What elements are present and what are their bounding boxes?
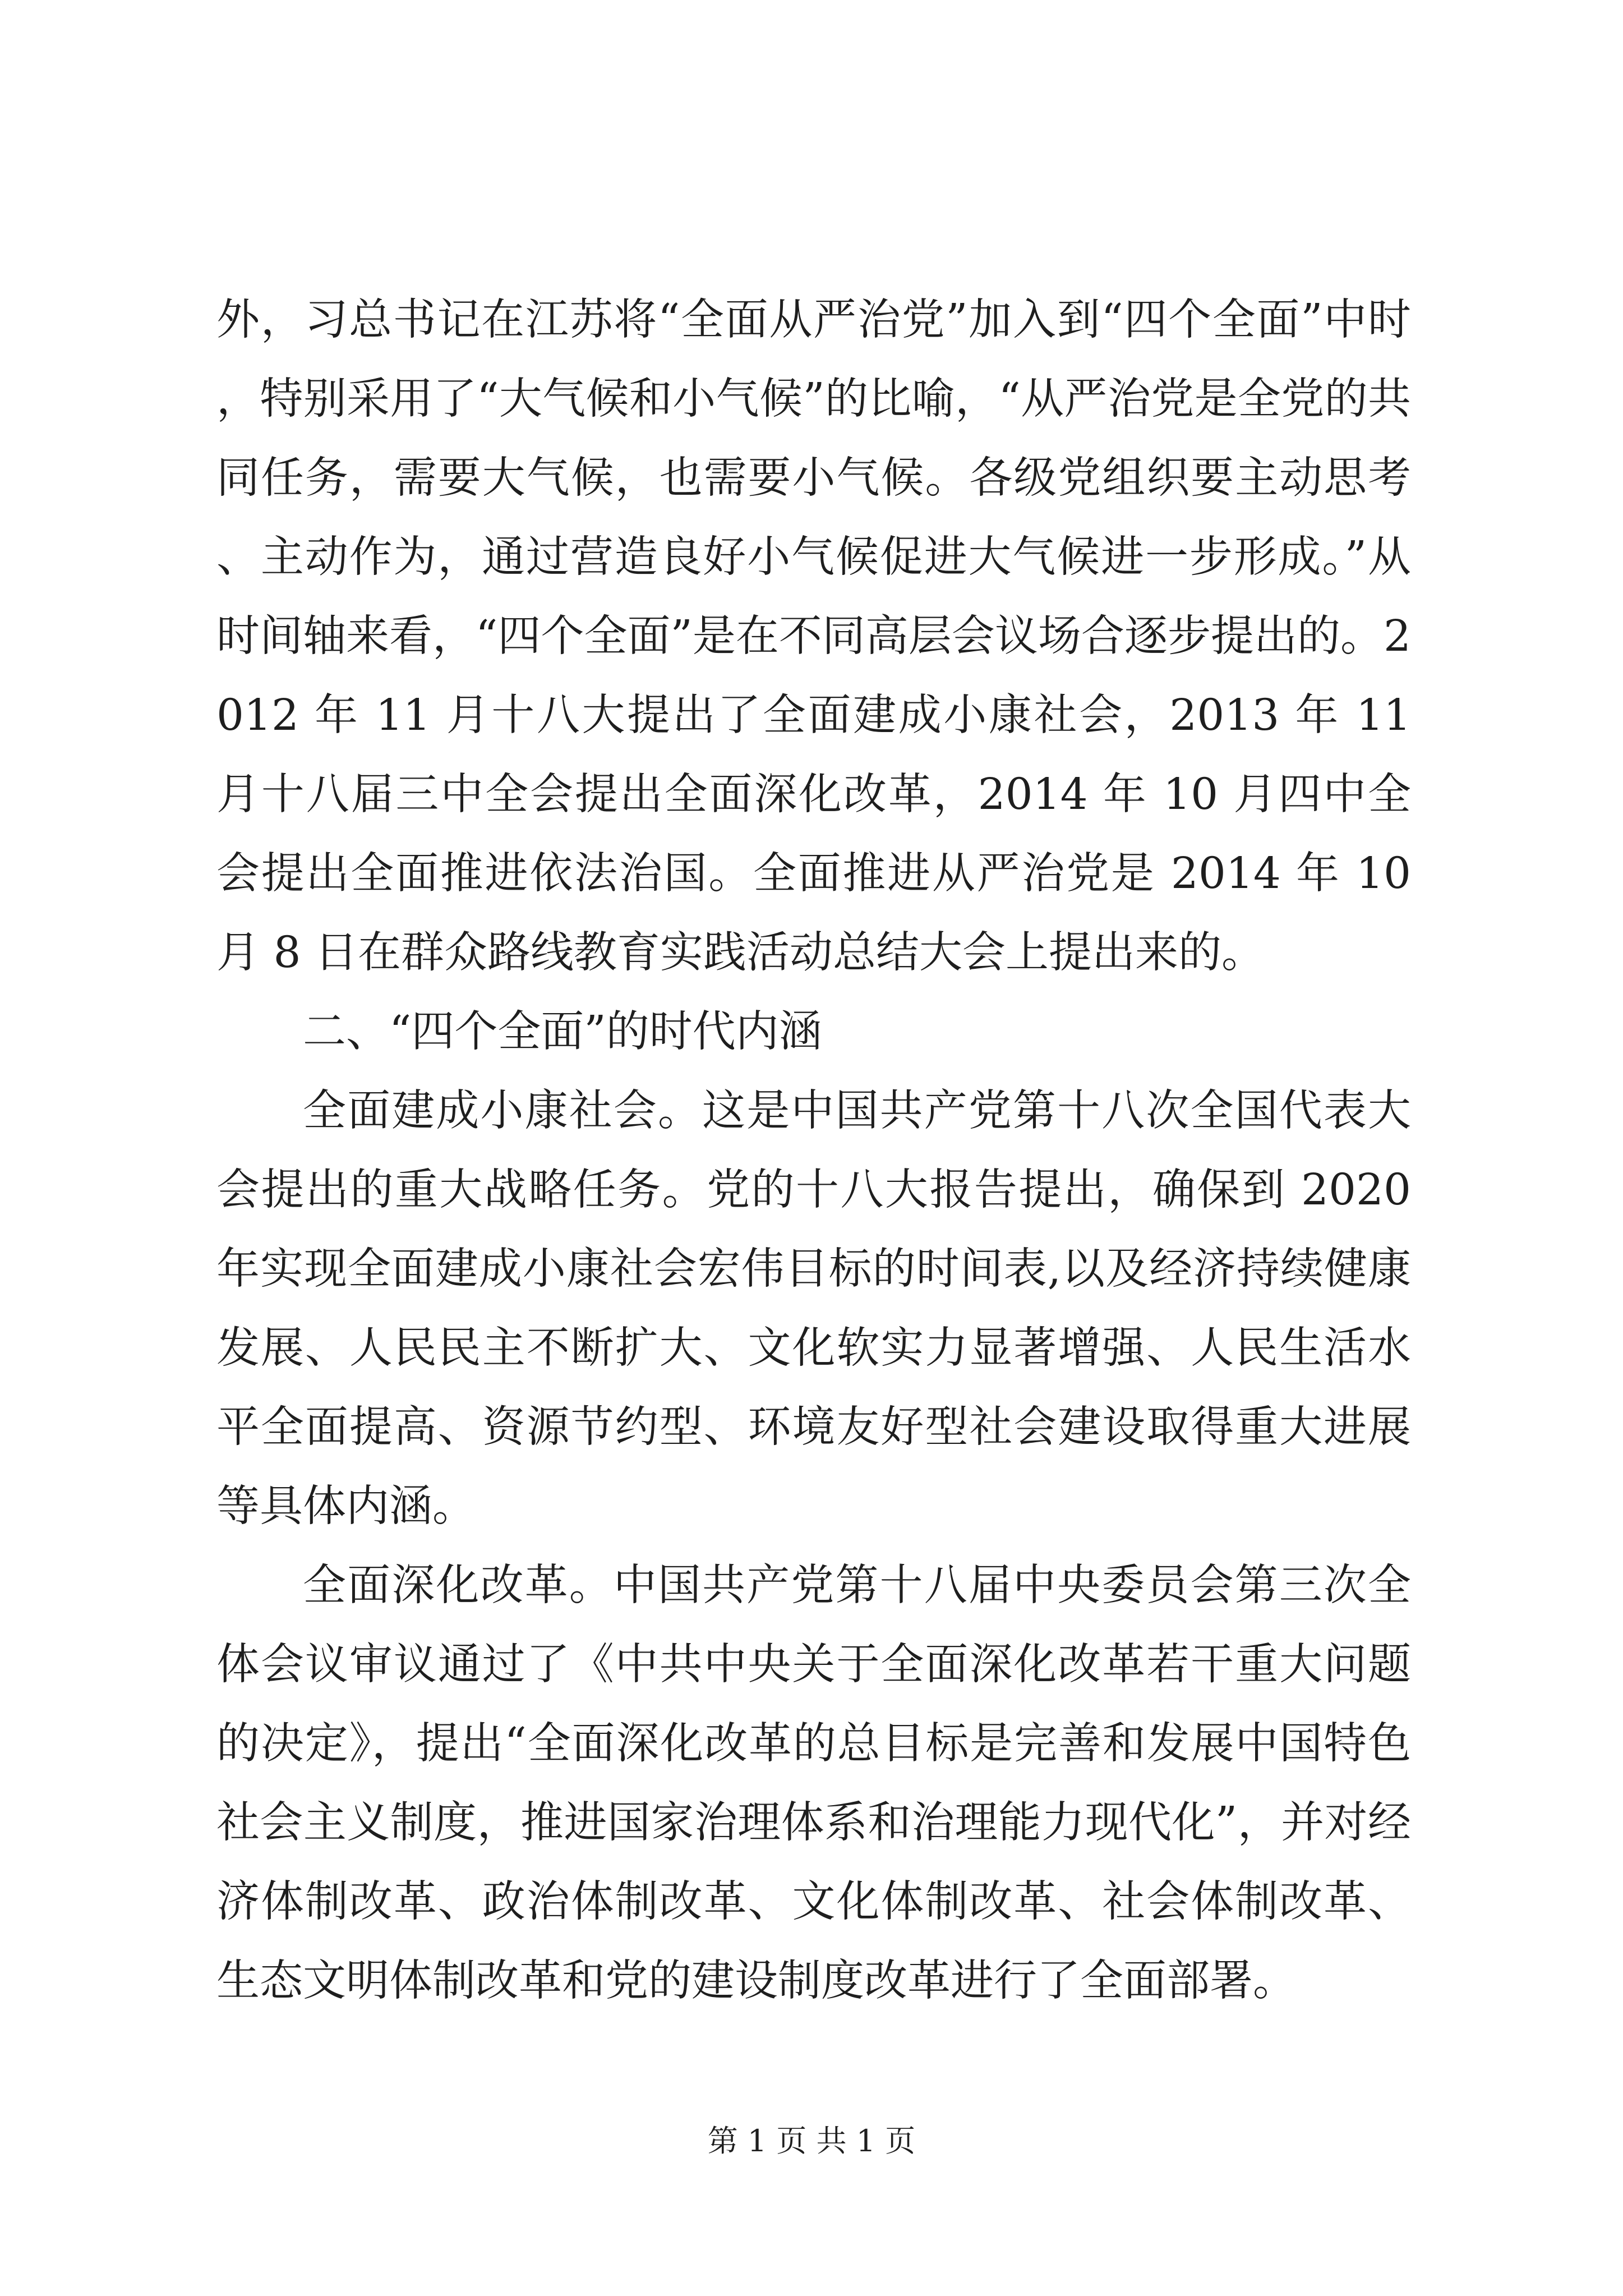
paragraph-continuation: 外，习总书记在江苏将“全面从严治党”加入到“四个全面”中时，特别采用了“大气候和小气候”的比喻，“从严治党是全党的共同任务，需要大气候，也需要小气候。各级党组织要主动思考、主动作为，通过营造良好小气候促进大气候进一步形成。”从时间轴来看，“四个全面”是在不同高层会议场合逐步提出的。2012 年 11 月十八大提出了全面建成小康社会，2013 年 11 月十八届三中全会提出全面深化改革，2014 年 10 月四中全会提出全面推进依法治国。全面推进从严治党是 2014 年 10 月 8 日在群众路线教育实践活动总结大会上提出来的。: [216, 295, 1411, 978]
page-footer: 第 1 页 共 1 页: [707, 2123, 916, 2159]
paragraph-xiaokang: 全面建成小康社会。这是中国共产党第十八次全国代表大会提出的重大战略任务。党的十八大报告提出，确保到 2020 年实现全面建成小康社会宏伟目标的时间表,以及经济持续健康发展、人民民主不断扩大、文化软实力显著增强、人民生活水平全面提高、资源节约型、环境友好型社会建设取得重大进展等具体内涵。: [216, 1086, 1411, 1531]
section-heading: 二、“四个全面”的时代内涵: [303, 1007, 822, 1057]
body-text: [216, 280, 1411, 2021]
paragraph-reform: 全面深化改革。中国共产党第十八届中央委员会第三次全体会议审议通过了《中共中央关于全面深化改革若干重大问题的决定》，提出“全面深化改革的总目标是完善和发展中国特色社会主义制度，推进国家治理体系和治理能力现代化”，并对经济体制改革、政治体制改革、文化体制改革、社会体制改革、生态文明体制改革和党的建设制度改革进行了全面部署。: [216, 1561, 1411, 2006]
